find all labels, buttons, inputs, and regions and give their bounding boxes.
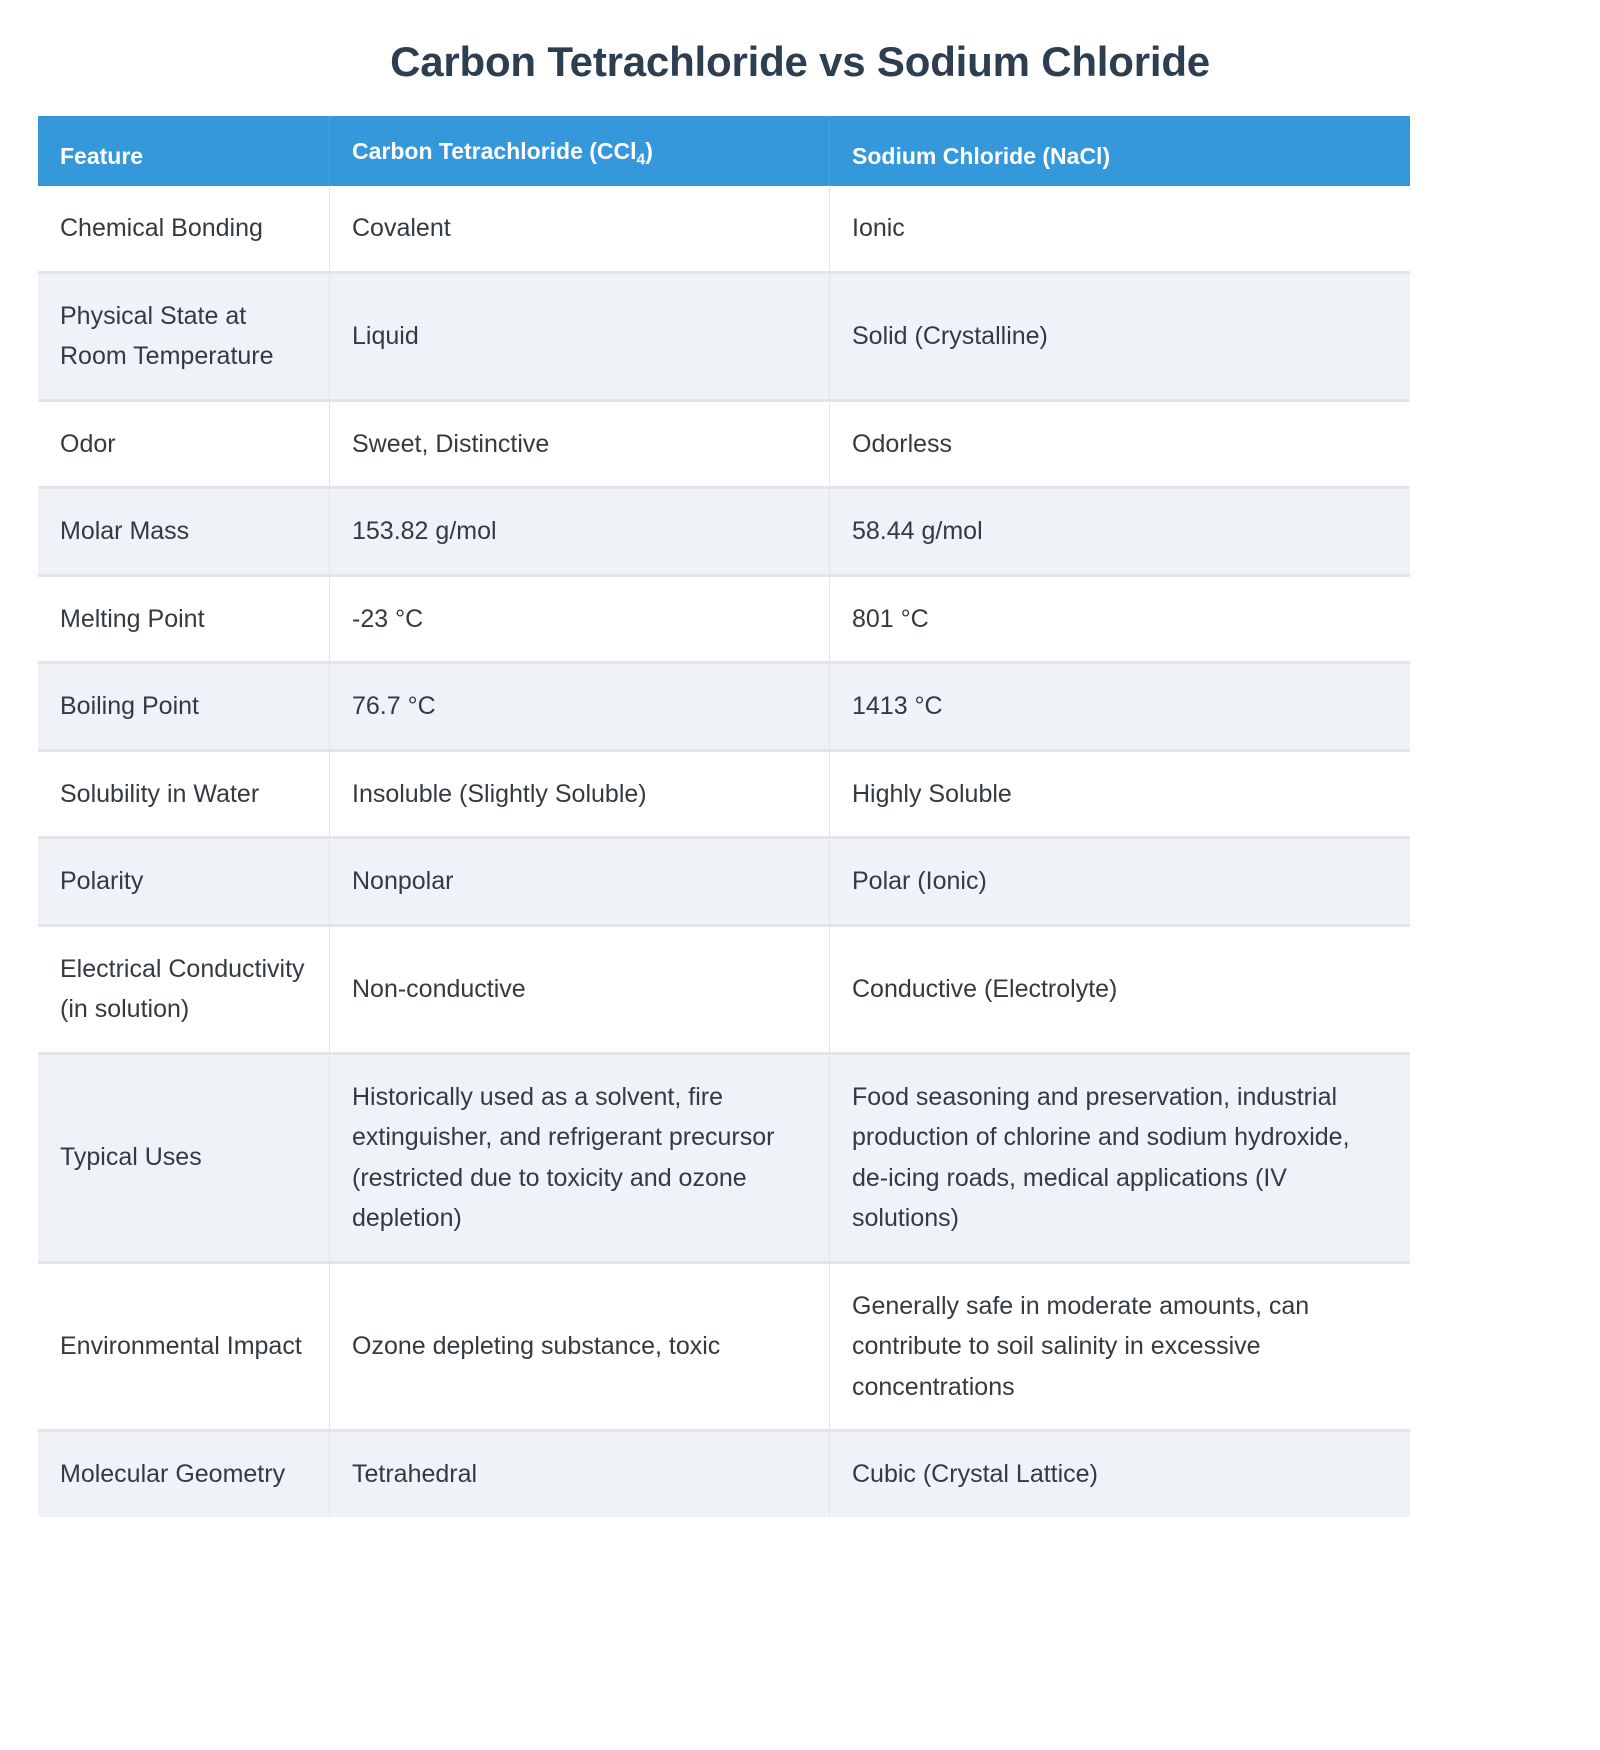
cell-carbon-tetrachloride: Covalent: [330, 186, 830, 274]
cell-sodium-chloride: Food seasoning and preservation, industrial production of chlorine and sodium hydroxide, de-icing roads, medical applications (IV solutions): [830, 1055, 1410, 1264]
cell-sodium-chloride: 58.44 g/mol: [830, 489, 1410, 577]
cell-feature: Electrical Conductivity (in solution): [38, 927, 330, 1055]
cell-sodium-chloride: Ionic: [830, 186, 1410, 274]
column-header-carbon-tetrachloride-suffix: ): [645, 138, 653, 165]
cell-feature: Typical Uses: [38, 1055, 330, 1264]
cell-sodium-chloride: Highly Soluble: [830, 752, 1410, 840]
cell-carbon-tetrachloride: -23 °C: [330, 577, 830, 665]
column-header-carbon-tetrachloride: [330, 116, 830, 186]
table-row: [38, 752, 1410, 840]
table-header: [38, 116, 1410, 186]
cell-carbon-tetrachloride: 153.82 g/mol: [330, 489, 830, 577]
table-row: [38, 274, 1410, 402]
cell-carbon-tetrachloride: Liquid: [330, 274, 830, 402]
table-row: [38, 1432, 1410, 1517]
cell-sodium-chloride: Odorless: [830, 402, 1410, 490]
cell-feature: Boiling Point: [38, 664, 330, 752]
cell-sodium-chloride: Conductive (Electrolyte): [830, 927, 1410, 1055]
table-row: [38, 577, 1410, 665]
cell-sodium-chloride: Solid (Crystalline): [830, 274, 1410, 402]
cell-sodium-chloride: Polar (Ionic): [830, 839, 1410, 927]
cell-carbon-tetrachloride: Nonpolar: [330, 839, 830, 927]
cell-feature: Environmental Impact: [38, 1264, 330, 1433]
cell-carbon-tetrachloride: Tetrahedral: [330, 1432, 830, 1517]
cell-carbon-tetrachloride: Ozone depleting substance, toxic: [330, 1264, 830, 1433]
table-row: [38, 489, 1410, 577]
cell-carbon-tetrachloride: 76.7 °C: [330, 664, 830, 752]
cell-sodium-chloride: 1413 °C: [830, 664, 1410, 752]
cell-sodium-chloride: Generally safe in moderate amounts, can contribute to soil salinity in excessive concentrations: [830, 1264, 1410, 1433]
table-row: [38, 402, 1410, 490]
cell-carbon-tetrachloride: Historically used as a solvent, fire extinguisher, and refrigerant precursor (restricted due to toxicity and ozone depletion): [330, 1055, 830, 1264]
cell-feature: Physical State at Room Temperature: [38, 274, 330, 402]
comparison-table-wrapper: [38, 116, 1410, 1517]
comparison-table: [38, 116, 1410, 1517]
column-header-carbon-tetrachloride-subscript: 4: [636, 152, 646, 169]
table-row: [38, 927, 1410, 1055]
cell-feature: Chemical Bonding: [38, 186, 330, 274]
column-header-sodium-chloride: Sodium Chloride (NaCl): [830, 116, 1410, 186]
cell-sodium-chloride: Cubic (Crystal Lattice): [830, 1432, 1410, 1517]
cell-feature: Polarity: [38, 839, 330, 927]
cell-sodium-chloride: 801 °C: [830, 577, 1410, 665]
cell-feature: Molar Mass: [38, 489, 330, 577]
page-title: Carbon Tetrachloride vs Sodium Chloride: [390, 38, 1210, 85]
table-row: [38, 839, 1410, 927]
cell-carbon-tetrachloride: Sweet, Distinctive: [330, 402, 830, 490]
cell-feature: Molecular Geometry: [38, 1432, 330, 1517]
table-header-row: [38, 116, 1410, 186]
cell-feature: Melting Point: [38, 577, 330, 665]
cell-feature: Odor: [38, 402, 330, 490]
table-row: [38, 664, 1410, 752]
cell-feature: Solubility in Water: [38, 752, 330, 840]
table-row: [38, 1055, 1410, 1264]
column-header-carbon-tetrachloride-label: Carbon Tetrachloride (CCl: [352, 138, 637, 165]
table-row: [38, 186, 1410, 274]
cell-carbon-tetrachloride: Non-conductive: [330, 927, 830, 1055]
column-header-feature: Feature: [38, 116, 330, 186]
table-row: [38, 1264, 1410, 1433]
table-body: [38, 186, 1410, 1517]
cell-carbon-tetrachloride: Insoluble (Slightly Soluble): [330, 752, 830, 840]
